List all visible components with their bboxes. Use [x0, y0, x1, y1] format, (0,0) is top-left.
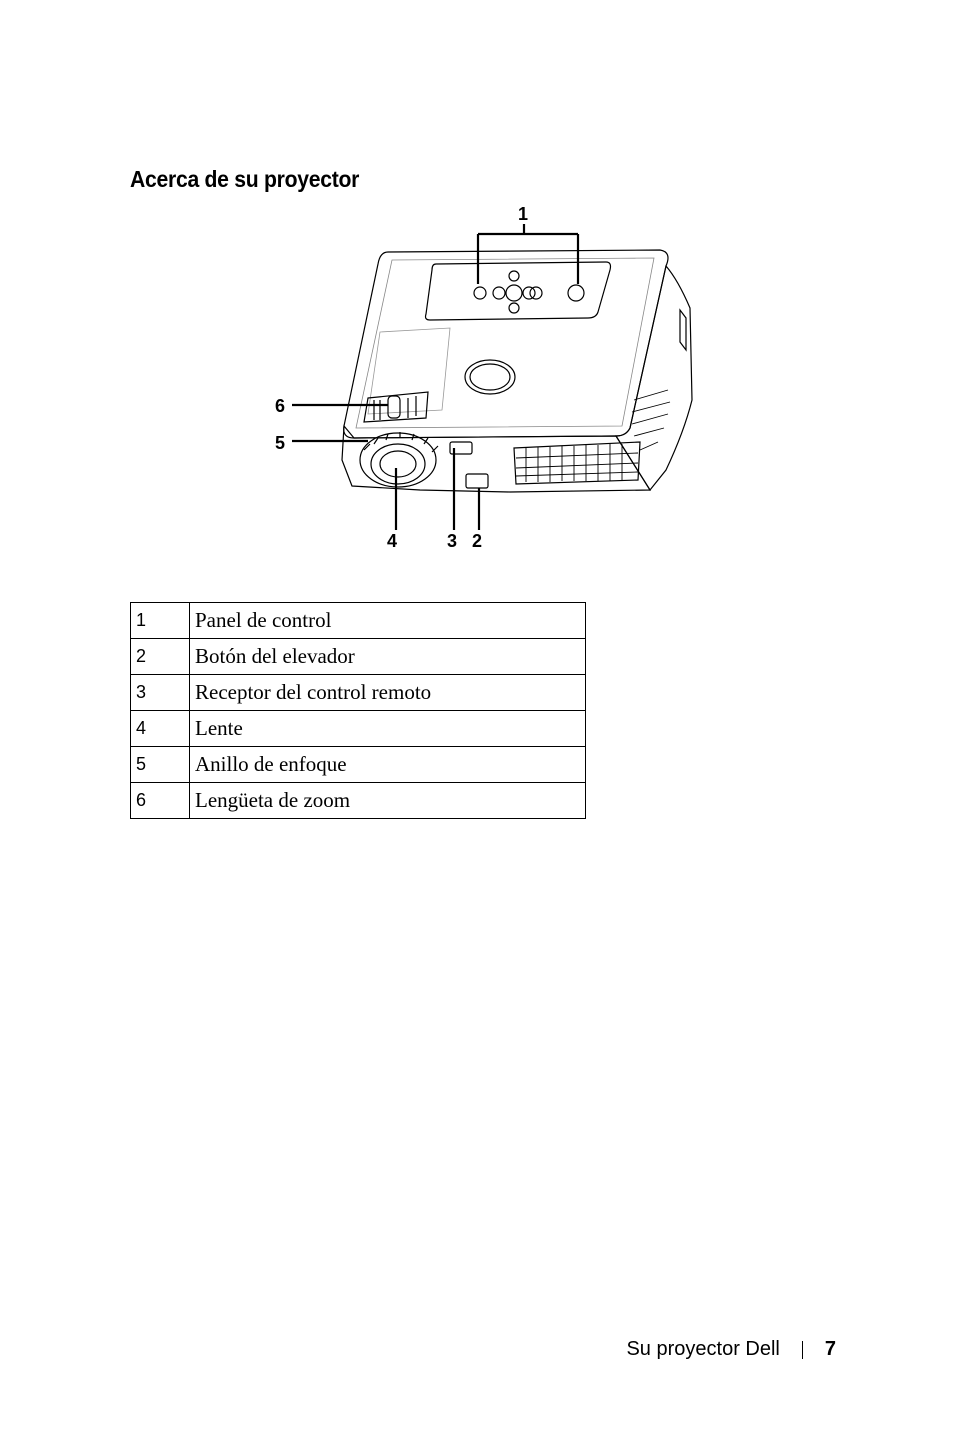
part-label: Panel de control [190, 603, 586, 639]
callout-1: 1 [518, 204, 529, 224]
projector-diagram [270, 200, 710, 560]
part-label: Lengüeta de zoom [190, 783, 586, 819]
part-number: 3 [131, 675, 190, 711]
projector-illustration [270, 200, 710, 560]
table-row [131, 675, 586, 711]
part-number: 4 [131, 711, 190, 747]
footer-section-name: Su proyector Dell [626, 1338, 780, 1360]
callout-lines [292, 224, 578, 530]
footer-divider [802, 1341, 803, 1359]
page-footer [626, 1338, 836, 1361]
callout-3: 3 [447, 531, 458, 551]
projector-lens [371, 444, 425, 484]
table-row [131, 639, 586, 675]
table-row [131, 747, 586, 783]
parts-table [130, 602, 586, 819]
projector-right-side [616, 266, 692, 490]
projector-top-surface [344, 250, 668, 438]
part-number: 2 [131, 639, 190, 675]
part-number: 1 [131, 603, 190, 639]
table-row [131, 711, 586, 747]
table-row [131, 603, 586, 639]
part-number: 6 [131, 783, 190, 819]
part-label: Anillo de enfoque [190, 747, 586, 783]
elevator-button [466, 474, 488, 488]
part-label: Botón del elevador [190, 639, 586, 675]
table-row [131, 783, 586, 819]
part-label: Lente [190, 711, 586, 747]
page-title: Acerca de su proyector [130, 166, 360, 192]
callout-6: 6 [275, 396, 286, 416]
part-label: Receptor del control remoto [190, 675, 586, 711]
callout-5: 5 [275, 433, 286, 453]
part-number: 5 [131, 747, 190, 783]
dell-logo [465, 360, 515, 394]
callout-2: 2 [472, 531, 483, 551]
page-number: 7 [824, 1338, 836, 1360]
callout-4: 4 [387, 531, 398, 551]
